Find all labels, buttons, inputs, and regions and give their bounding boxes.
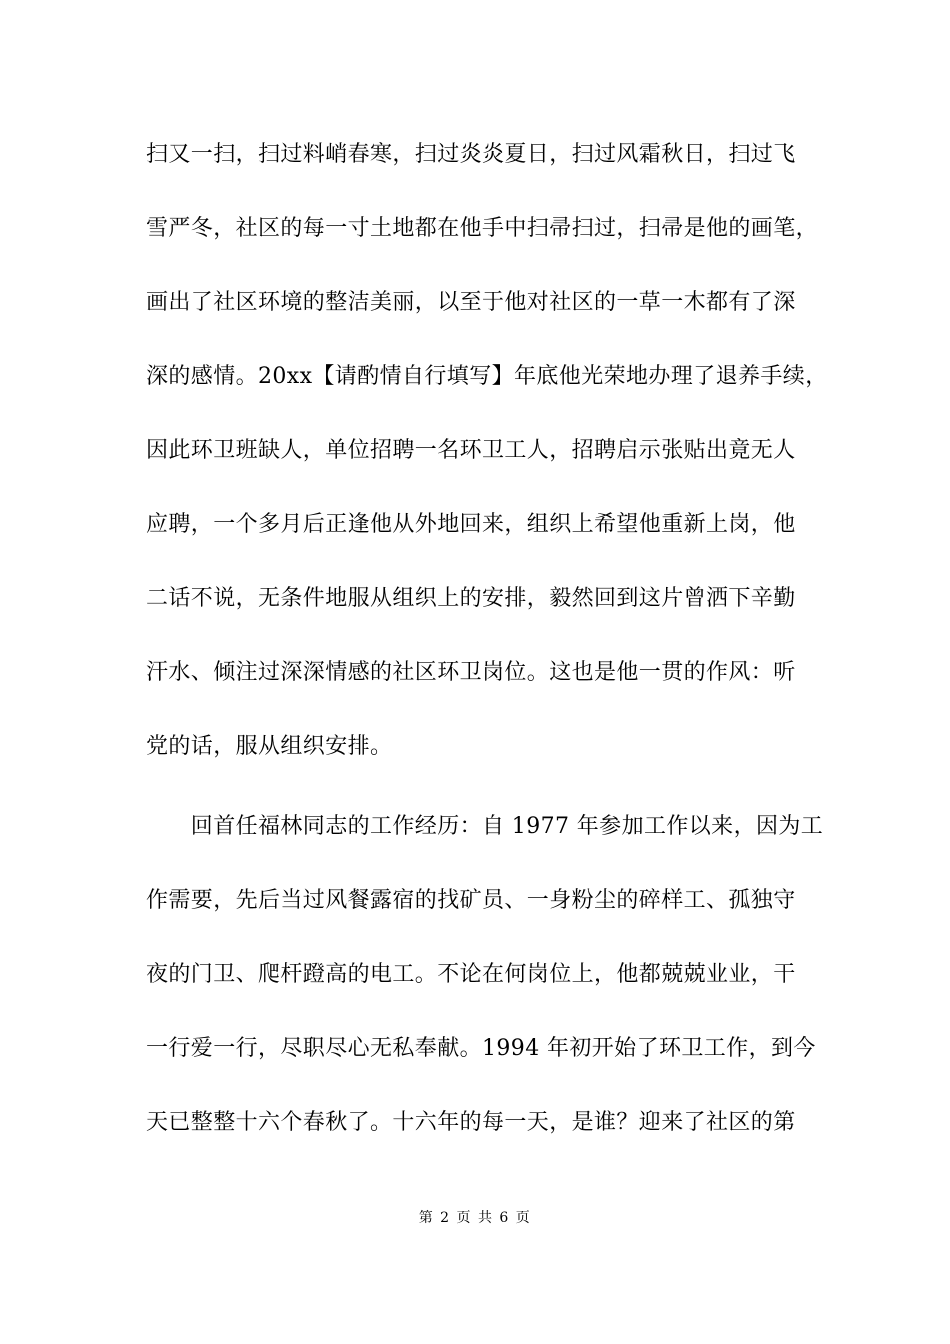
text-line-5: 因此环卫班缺人，单位招聘一名环卫工人，招聘启示张贴出竟无人 (146, 438, 796, 463)
text-line-13: 一行爱一行，尽职尽心无私奉献。1994 年初开始了环卫工作，到今 (146, 1036, 816, 1061)
text-line-9: 党的话，服从组织安排。 (146, 734, 393, 759)
text-line-11: 作需要，先后当过风餐露宿的找矿员、一身粉尘的碎样工、孤独守 (146, 888, 796, 913)
text-line-4: 深的感情。20xx【请酌情自行填写】年底他光荣地办理了退养手续， (146, 364, 828, 389)
text-line-12: 夜的门卫、爬杆蹬高的电工。不论在何岗位上，他都兢兢业业，干 (146, 962, 796, 987)
text-line-10: 回首任福林同志的工作经历：自 1977 年参加工作以来，因为工 (146, 814, 824, 839)
text-line-1: 扫又一扫，扫过料峭春寒，扫过炎炎夏日，扫过风霜秋日，扫过飞 (146, 142, 796, 167)
text-line-8: 汗水、倾注过深深情感的社区环卫岗位。这也是他一贯的作风：听 (146, 660, 796, 685)
text-line-2: 雪严冬，社区的每一寸土地都在他手中扫帚扫过，扫帚是他的画笔， (146, 216, 819, 241)
text-line-7: 二话不说，无条件地服从组织上的安排，毅然回到这片曾洒下辛勤 (146, 586, 796, 611)
text-line-3: 画出了社区环境的整洁美丽，以至于他对社区的一草一木都有了深 (146, 290, 796, 315)
text-line-6: 应聘，一个多月后正逢他从外地回来，组织上希望他重新上岗，他 (146, 512, 796, 537)
page-number-footer: 第 2 页 共 6 页 (418, 1210, 532, 1226)
text-line-14: 天已整整十六个春秋了。十六年的每一天，是谁？迎来了社区的第 (146, 1110, 796, 1135)
